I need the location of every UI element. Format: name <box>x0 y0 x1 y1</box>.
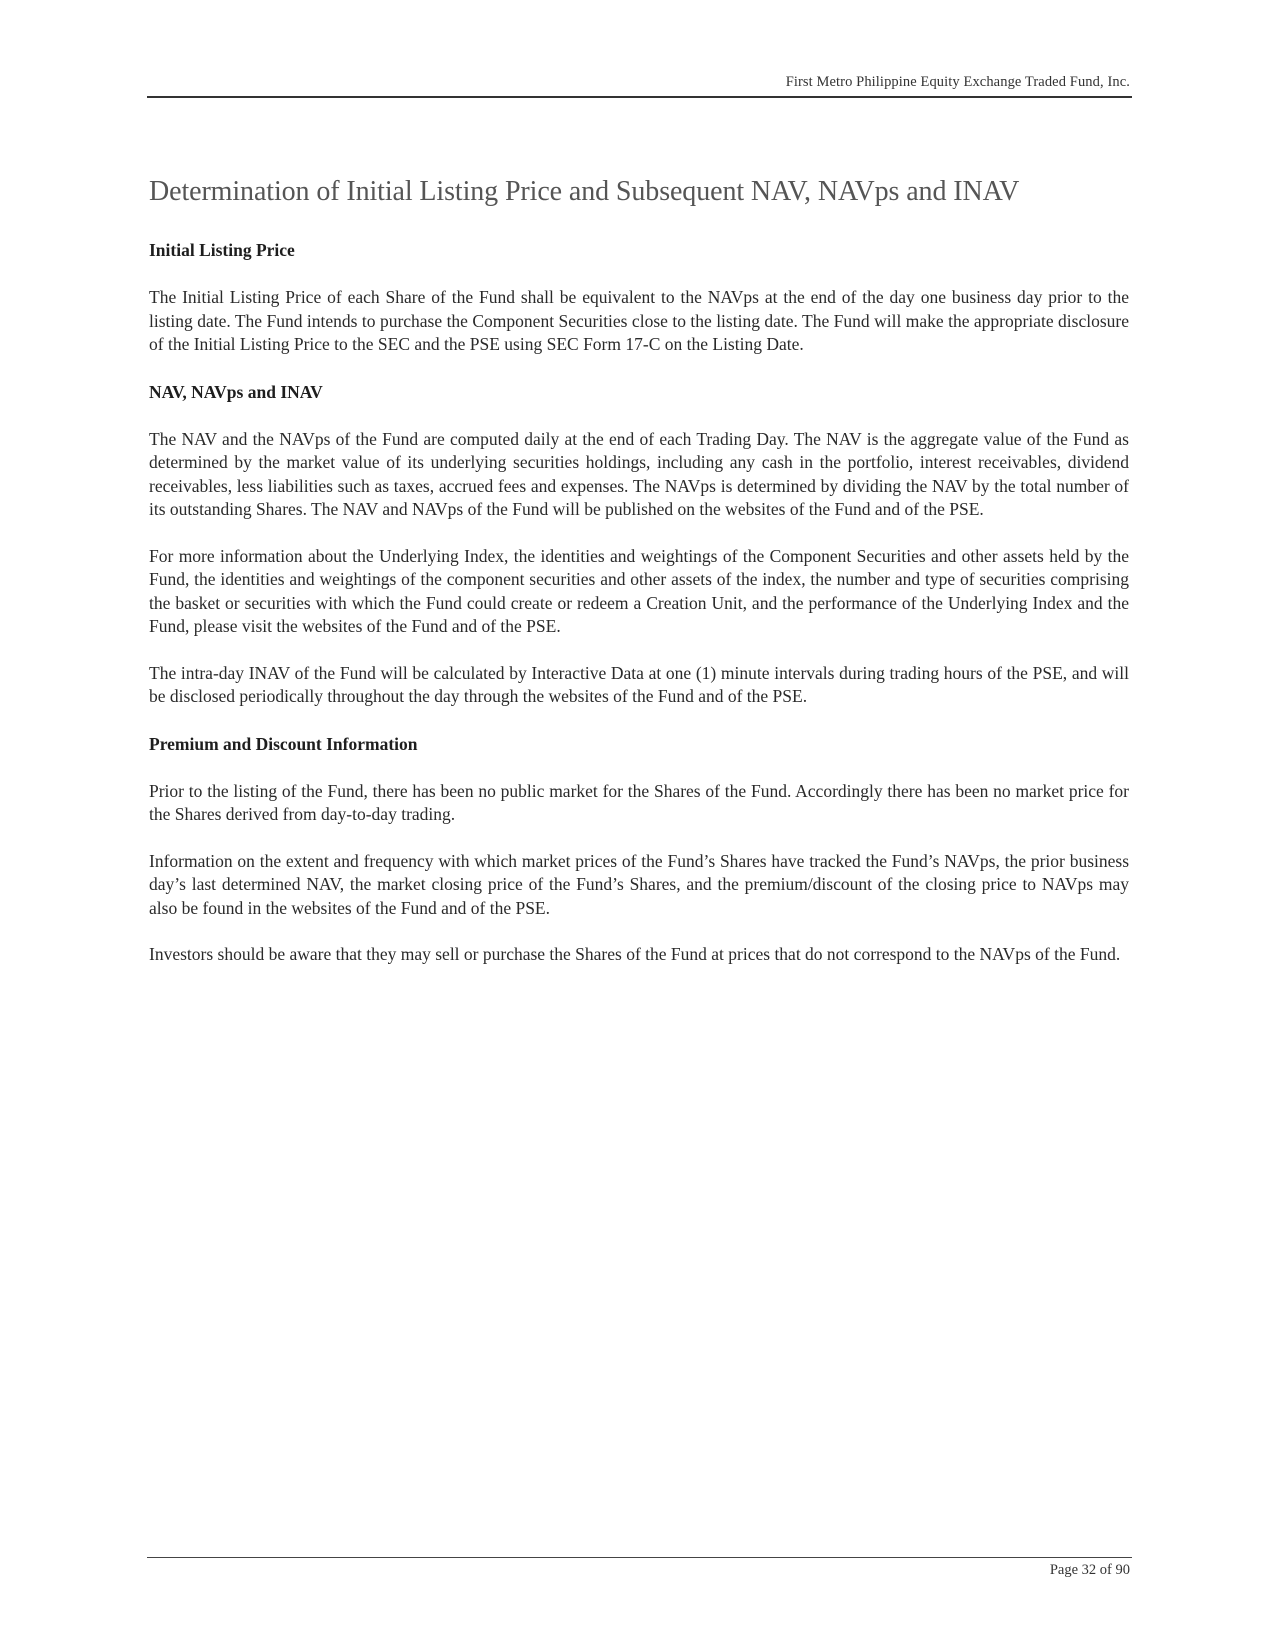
page-number: Page 32 of 90 <box>1049 1562 1130 1578</box>
header-rule <box>147 96 1132 98</box>
running-header: First Metro Philippine Equity Exchange Traded Fund, Inc. <box>785 74 1130 90</box>
nav-paragraph-inav: The intra-day INAV of the Fund will be calculated by Interactive Data at one (1) minute intervals during trading hours of the PSE, and will be disclosed periodically throughout the day through the websites of the Fund and of the PSE. <box>149 662 1129 706</box>
premium-paragraph-investors: Investors should be aware that they may sell or purchase the Shares of the Fund at prices that do not correspond to the NAVps of the Fund. <box>149 944 1121 964</box>
section-title: Determination of Initial Listing Price and Subsequent NAV, NAVps and INAV <box>149 176 1020 207</box>
premium-discount-heading: Premium and Discount Information <box>149 733 418 754</box>
initial-listing-paragraph: The Initial Listing Price of each Share of the Fund shall be equivalent to the NAVps at the end of the day one business day prior to the listing date. The Fund intends to purchase the Component Securities close to the listing date. The Fund will make the appropriate disclosure of the Initial Listing Price to the SEC and the PSE using SEC Form 17-C on the Listing Date. <box>149 287 1129 354</box>
nav-paragraph-more-info: For more information about the Underlying Index, the identities and weightings of the Component Securities and other assets held by the Fund, the identities and weightings of the component securities and other assets of the index, the number and type of securities comprising the basket or securities with which the Fund could create or redeem a Creation Unit, and the performance of the Underlying Index and the Fund, please visit the websites of the Fund and of the PSE. <box>149 545 1129 636</box>
premium-paragraph-no-market: Prior to the listing of the Fund, there has been no public market for the Shares of the Fund. Accordingly there has been no market price for the Shares derived from day-to-day trading. <box>149 780 1129 824</box>
premium-paragraph-tracking: Information on the extent and frequency with which market prices of the Fund’s Shares have tracked the Fund’s NAVps, the prior business day’s last determined NAV, the market closing price of the Fund’s Shares, and the premium/discount of the closing price to NAVps may also be found in the websites of the Fund and of the PSE. <box>149 850 1129 918</box>
footer-rule <box>147 1557 1132 1558</box>
nav-section <box>149 380 1129 709</box>
initial-listing-section <box>149 238 1129 357</box>
premium-discount-section <box>149 732 1129 967</box>
nav-paragraph-computation: The NAV and the NAVps of the Fund are computed daily at the end of each Trading Day. The NAV is the aggregate value of the Fund as determined by the market value of its underlying securities holdings, including any cash in the portfolio, interest receivables, dividend receivables, less liabilities such as taxes, accrued fees and expenses. The NAVps is determined by dividing the NAV by the total number of its outstanding Shares. The NAV and NAVps of the Fund will be published on the websites of the Fund and of the PSE. <box>149 428 1129 519</box>
nav-heading: NAV, NAVps and INAV <box>149 381 323 402</box>
page-content <box>149 168 1129 990</box>
initial-listing-heading: Initial Listing Price <box>149 240 295 260</box>
